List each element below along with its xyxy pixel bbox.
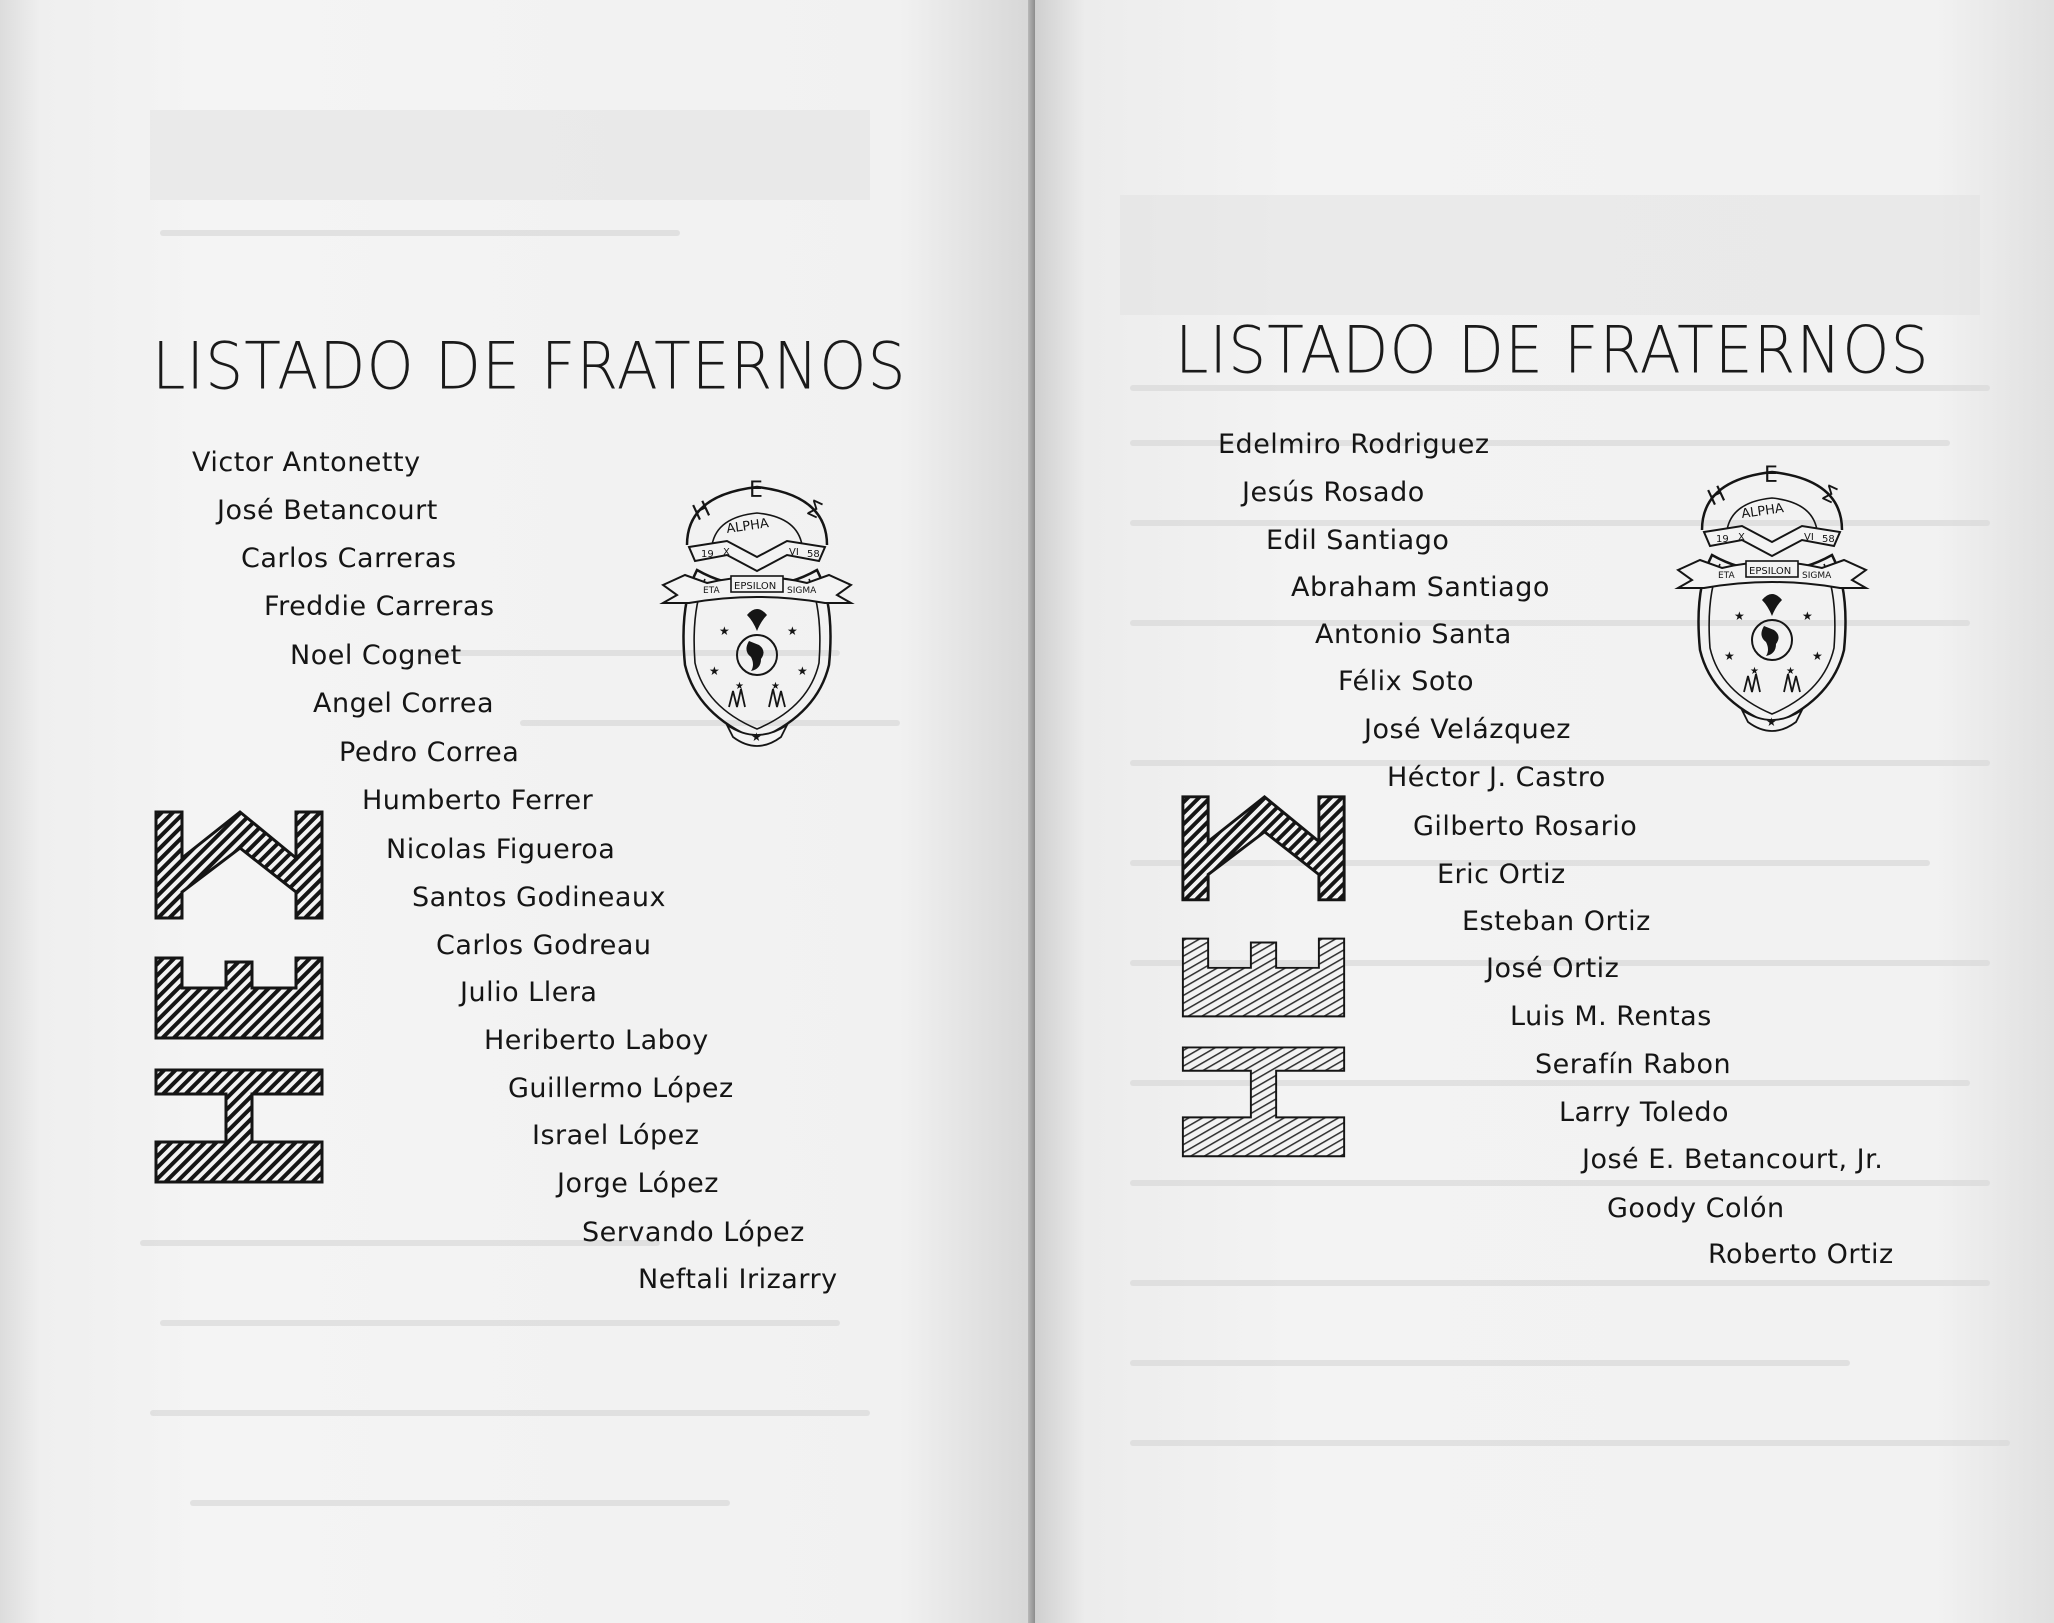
svg-text:★: ★ xyxy=(1724,649,1735,663)
svg-text:★: ★ xyxy=(751,730,762,744)
list-item: Antonio Santa xyxy=(1315,619,1512,650)
list-item: Julio Llera xyxy=(460,977,598,1008)
list-item: José Betancourt xyxy=(217,495,438,526)
list-item: Angel Correa xyxy=(313,688,495,719)
hes-letters-logo xyxy=(1179,790,1349,1165)
list-item: Humberto Ferrer xyxy=(362,785,594,816)
list-item: Neftali Irizarry xyxy=(638,1264,838,1295)
crest-chapter: ALPHA xyxy=(1740,501,1785,522)
crest-banner-mid: EPSILON xyxy=(734,581,777,592)
hes-letters-logo xyxy=(152,808,327,1188)
list-item: José Ortiz xyxy=(1486,953,1620,984)
list-item: Pedro Correa xyxy=(339,737,520,768)
crest-year: 58 xyxy=(807,549,820,560)
crest-letter-eta: Η xyxy=(1703,481,1730,512)
list-item: Nicolas Figueroa xyxy=(386,834,616,865)
list-item: Heriberto Laboy xyxy=(484,1025,709,1056)
svg-text:★: ★ xyxy=(735,681,744,692)
list-item: José Velázquez xyxy=(1364,714,1571,745)
list-item: Freddie Carreras xyxy=(264,591,495,622)
crest-svg xyxy=(657,475,857,765)
crest-svg xyxy=(1672,460,1872,750)
crest-date-right: VI xyxy=(1804,532,1814,543)
list-item: Serafín Rabon xyxy=(1535,1049,1732,1080)
crest-date-left: 19 xyxy=(1716,534,1729,545)
crest-banner-mid: EPSILON xyxy=(1749,566,1792,577)
svg-text:★: ★ xyxy=(1812,649,1823,663)
fraternity-crest xyxy=(1672,460,1872,750)
crest-letter-sigma: Σ xyxy=(802,495,826,525)
svg-text:★: ★ xyxy=(1786,666,1795,677)
svg-text:★: ★ xyxy=(719,624,730,638)
svg-text:★: ★ xyxy=(787,624,798,638)
list-item: José E. Betancourt, Jr. xyxy=(1582,1144,1884,1175)
crest-date-mid: X xyxy=(1738,532,1745,543)
list-item: Abraham Santiago xyxy=(1291,572,1550,603)
crest-letter-epsilon: Ε xyxy=(1764,463,1778,488)
crest-banner-right: SIGMA xyxy=(787,586,817,596)
list-item: Guillermo López xyxy=(508,1073,734,1104)
list-item: Goody Colón xyxy=(1607,1193,1785,1224)
crest-letter-eta: Η xyxy=(688,496,715,527)
crest-chapter: ALPHA xyxy=(725,516,770,537)
list-item: Héctor J. Castro xyxy=(1387,762,1606,793)
fraternity-crest xyxy=(657,475,857,765)
svg-text:★: ★ xyxy=(1766,715,1777,729)
list-item: Félix Soto xyxy=(1338,666,1474,697)
svg-text:★: ★ xyxy=(771,681,780,692)
page-title: LISTADO DE FRATERNOS xyxy=(1175,313,1930,389)
list-item: Eric Ortiz xyxy=(1437,859,1566,890)
crest-date-left: 19 xyxy=(701,549,714,560)
crest-banner-left: ETA xyxy=(703,586,720,596)
list-item: Edelmiro Rodriguez xyxy=(1218,429,1490,460)
svg-text:★: ★ xyxy=(1802,609,1813,623)
crest-banner-left: ETA xyxy=(1718,571,1735,581)
list-item: Noel Cognet xyxy=(290,640,462,671)
list-item: Edil Santiago xyxy=(1266,525,1450,556)
list-item: Carlos Carreras xyxy=(241,543,457,574)
svg-text:★: ★ xyxy=(1734,609,1745,623)
list-item: Esteban Ortiz xyxy=(1462,906,1651,937)
svg-text:★: ★ xyxy=(1750,666,1759,677)
list-item: Jorge López xyxy=(557,1168,719,1199)
crest-banner-right: SIGMA xyxy=(1802,571,1832,581)
list-item: Santos Godineaux xyxy=(412,882,666,913)
crest-letter-sigma: Σ xyxy=(1817,480,1841,510)
list-item: Gilberto Rosario xyxy=(1413,811,1638,842)
list-item: Luis M. Rentas xyxy=(1510,1001,1712,1032)
crest-date-right: VI xyxy=(789,547,799,558)
page-title: LISTADO DE FRATERNOS xyxy=(152,329,907,405)
list-item: Victor Antonetty xyxy=(192,447,421,478)
crest-date-mid: X xyxy=(723,547,730,558)
svg-text:★: ★ xyxy=(797,664,808,678)
crest-year: 58 xyxy=(1822,534,1835,545)
list-item: Carlos Godreau xyxy=(436,930,652,961)
list-item: Israel López xyxy=(532,1120,700,1151)
svg-text:★: ★ xyxy=(709,664,720,678)
list-item: Servando López xyxy=(582,1217,805,1248)
list-item: Larry Toledo xyxy=(1559,1097,1730,1128)
right-page xyxy=(1035,0,2054,1623)
crest-letter-epsilon: Ε xyxy=(749,478,763,503)
list-item: Roberto Ortiz xyxy=(1708,1239,1894,1270)
list-item: Jesús Rosado xyxy=(1242,477,1425,508)
